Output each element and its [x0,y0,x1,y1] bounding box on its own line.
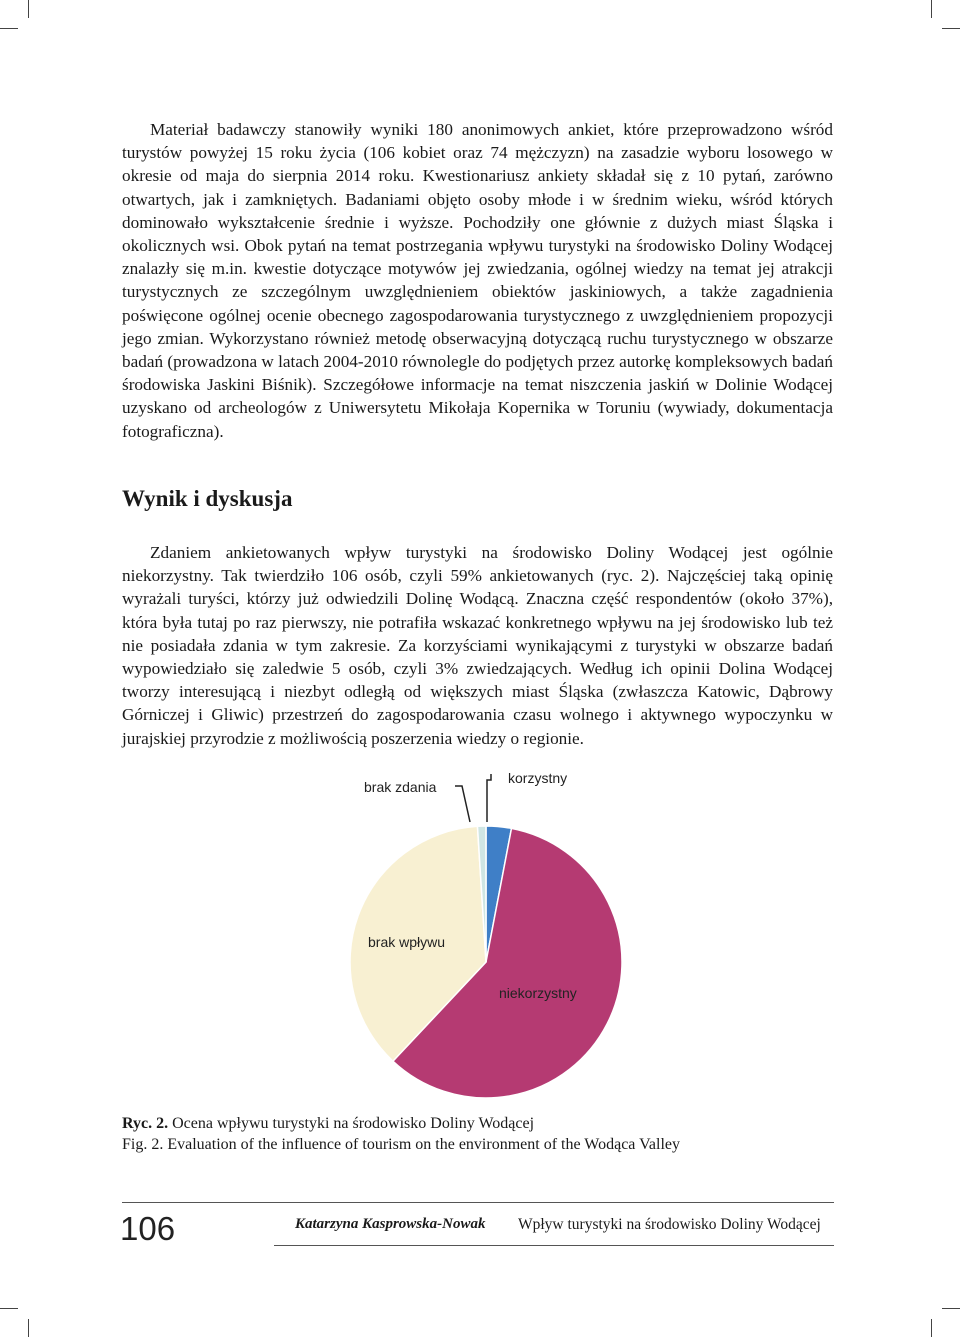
body-paragraph: Zdaniem ankietowanych wpływ turystyki na środowisko Doliny Wodącej jest ogólnie niekorzystny. Tak twierdziło 106 osób, czyli 59% ankietowanych (ryc. 2). Najczęściej taką opinię wyrażali turyści, którzy już odwiedzili Dolinę Wodącą. Znaczna część respondentów (około 37%), która była tutaj po raz pierwszy, nie potrafiła wskazać konkretnego wpływu na jej środowisko lub też nie posiadała zdania w tym zakresie. Za korzyściami wynikającymi z turystyki w obszarze badań wypowiedziało się zaledwie 5 osób, czyli 3% zwiedzających. Według ich opinii Dolina Wodącej tworzy interesującą i niezbyt odległą od większych miast Śląska (zwłaszcza Katowic, Dąbrowy Górniczej i Gliwic) przestrzeń do zagospodarowania czasu wolnego i aktywnego wypoczynku w jurajskiej przyrodzie z możliwością poszerzenia wiedzy o regionie. [122,543,833,748]
pie-chart [0,760,960,1105]
figure-caption-en: Fig. 2. Evaluation of the influence of tourism on the environment of the Wodąca Valley [122,1136,680,1153]
body-paragraph: Materiał badawczy stanowiły wyniki 180 anonimowych ankiet, które przeprowadzono wśród turystów powyżej 15 roku życia (106 kobiet oraz 74 mężczyzn) na zasadzie wyboru losowego w okresie od maja do sierpnia 2014 roku. Kwestionariusz ankiety składał się z 10 pytań, zarówno otwartych, jak i zamkniętych. Badaniami objęto osoby młode i w średnim wieku, wśród których dominowało wykształcenie średnie i wyższe. Pochodziły one głównie z dużych miast Śląska i okolicznych wsi. Obok pytań na temat postrzegania wpływu turystyki na środowisko Doliny Wodącej znalazły się m.in. kwestie dotyczące motywów jej zwiedzania, ogólnej wiedzy na temat jej atrakcji turystycznych ze szczególnym uwzględnieniem obiektów jaskiniowych, a także zagadnienia poświęcone ogólnej ocenie obecnego zagospodarowania turystycznego z uwzględnieniem propozycji jego zmian. Wykorzystano również metodę obserwacyjną dotyczącą ruchu turystycznego w obszarze badań (prowadzona w latach 2004-2010 równolegle do podjętych przez autorkę kompleksowych badań środowiska Jaskini Biśnik). Szczegółowe informacje na temat niszczenia jaskiń w Dolinie Wodącej uzyskano od archeologów z Uniwersytetu Mikołaja Kopernika w Toruniu (wywiady, dokumentacja fotograficzna). [122,120,833,441]
pie-label-brak-zdania: brak zdania [364,779,437,795]
pie-label-niekorzystny: niekorzystny [499,985,577,1001]
figure-caption-pl [122,1113,534,1134]
section-heading: Wynik i dyskusja [122,486,293,511]
crop-mark [0,1308,18,1309]
figure-label: Ryc. 2. [122,1115,169,1132]
leader-line-brak-zdania [455,786,470,822]
footer-title: Wpływ turystyki na środowisko Doliny Wodącej [518,1216,821,1233]
page-number: 106 [120,1210,176,1247]
crop-mark [931,0,932,18]
crop-mark [28,0,29,18]
footer-author: Katarzyna Kasprowska-Nowak [295,1216,486,1232]
crop-mark [28,1319,29,1337]
pie-label-korzystny: korzystny [508,770,568,786]
footer-rule [274,1245,834,1246]
crop-mark [931,1319,932,1337]
pie-label-brak-wplywu: brak wpływu [368,934,446,950]
crop-mark [942,28,960,29]
crop-mark [942,1308,960,1309]
crop-mark [0,28,18,29]
figure-caption-text: Ocena wpływu turystyki na środowisko Doliny Wodącej [168,1115,535,1132]
footer-rule [122,1202,834,1203]
leader-line-korzystny [487,774,491,822]
